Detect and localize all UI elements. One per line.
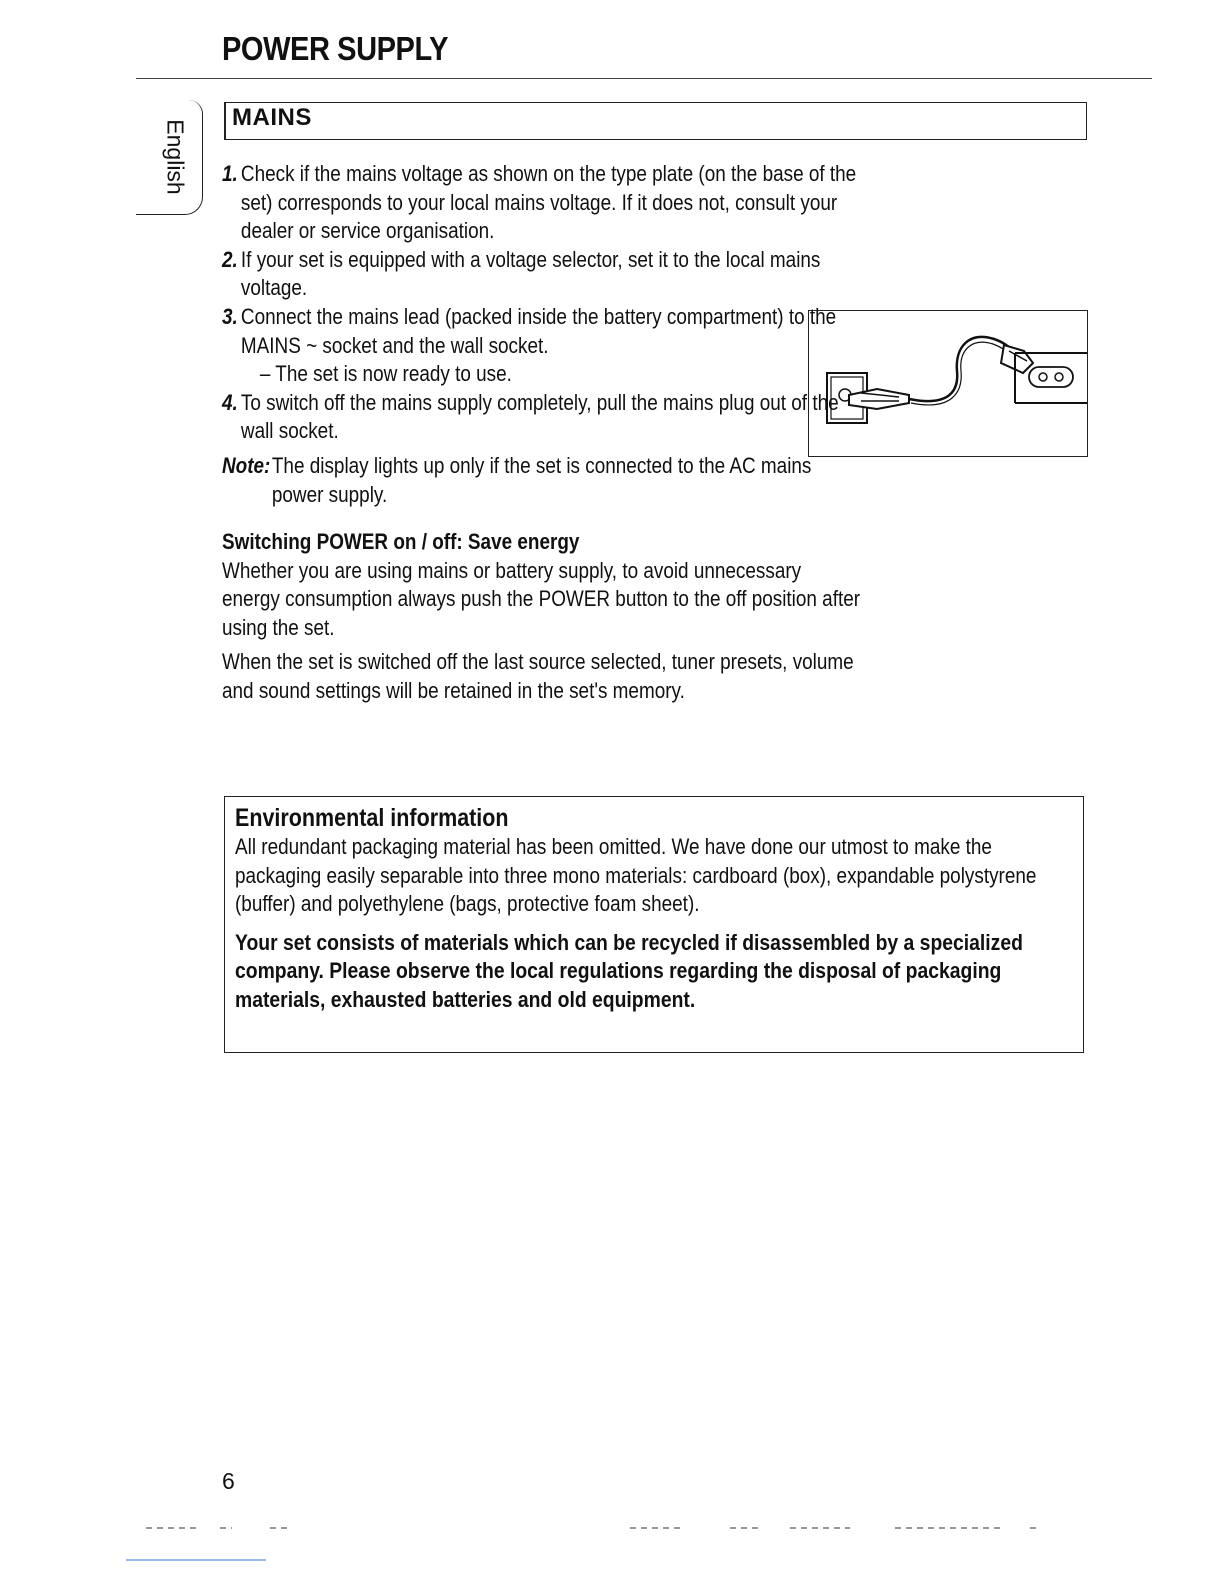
- step-text: To switch off the mains supply completely, pull the mains plug out of the wall socket.: [240, 389, 839, 444]
- note: [222, 452, 860, 509]
- step-number: 2.: [222, 246, 238, 272]
- environmental-paragraph-1: All redundant packaging material has been omitted. We have done our utmost to make the packaging easily separable into three mono materials: cardboard (box), expandable polystyrene (buffer) and polyethylene (bags, protective foam sheet).: [235, 834, 1037, 917]
- note-text: The display lights up only if the set is connected to the AC mains power supply.: [271, 452, 812, 507]
- step-3: [222, 303, 860, 389]
- scan-artifacts: [0, 1520, 1224, 1584]
- mains-instructions: [222, 160, 862, 509]
- title-rule: [136, 78, 1152, 79]
- environmental-paragraph-2: Your set consists of materials which can be recycled if disassembled by a specialized company. Please observe the local regulations regarding the disposal of packaging materials, exhausted batteries and old equipment.: [235, 929, 1023, 1012]
- step-number: 4.: [222, 389, 238, 415]
- step-1: [222, 160, 860, 246]
- page-title: POWER SUPPLY: [222, 30, 449, 67]
- step-2: [222, 246, 860, 303]
- switching-paragraph-1: Whether you are using mains or battery supply, to avoid unnecessary energy consumption always push the POWER button to the off position after using the set.: [222, 557, 861, 640]
- step-4: [222, 389, 860, 446]
- environmental-info-box: [224, 796, 1084, 1053]
- page-number: 6: [222, 1468, 235, 1494]
- mains-header-box: [224, 102, 1087, 140]
- step-text: Check if the mains voltage as shown on the type plate (on the base of the set) corresponds to your local mains voltage. If it does not, consult your dealer or service organisation.: [240, 161, 857, 244]
- step-3-substep: – The set is now ready to use.: [259, 361, 512, 387]
- note-label: Note:: [222, 452, 271, 478]
- step-text: If your set is equipped with a voltage selector, set it to the local mains voltage.: [240, 246, 821, 301]
- step-number: 3.: [222, 303, 238, 329]
- step-text: Connect the mains lead (packed inside the battery compartment) to the MAINS ~ socket and the wall socket.: [240, 303, 837, 358]
- plug-icon: [809, 311, 1087, 456]
- mains-heading: MAINS: [232, 104, 312, 131]
- switching-paragraph-2: When the set is switched off the last source selected, tuner presets, volume and sound settings will be retained in the set's memory.: [222, 649, 854, 703]
- switching-heading: Switching POWER on / off: Save energy: [222, 529, 580, 554]
- language-tab-label: English: [162, 119, 189, 195]
- switching-section: [222, 528, 862, 712]
- step-number: 1.: [222, 161, 238, 186]
- mains-plug-illustration: [808, 310, 1088, 457]
- environmental-heading: Environmental information: [235, 804, 509, 832]
